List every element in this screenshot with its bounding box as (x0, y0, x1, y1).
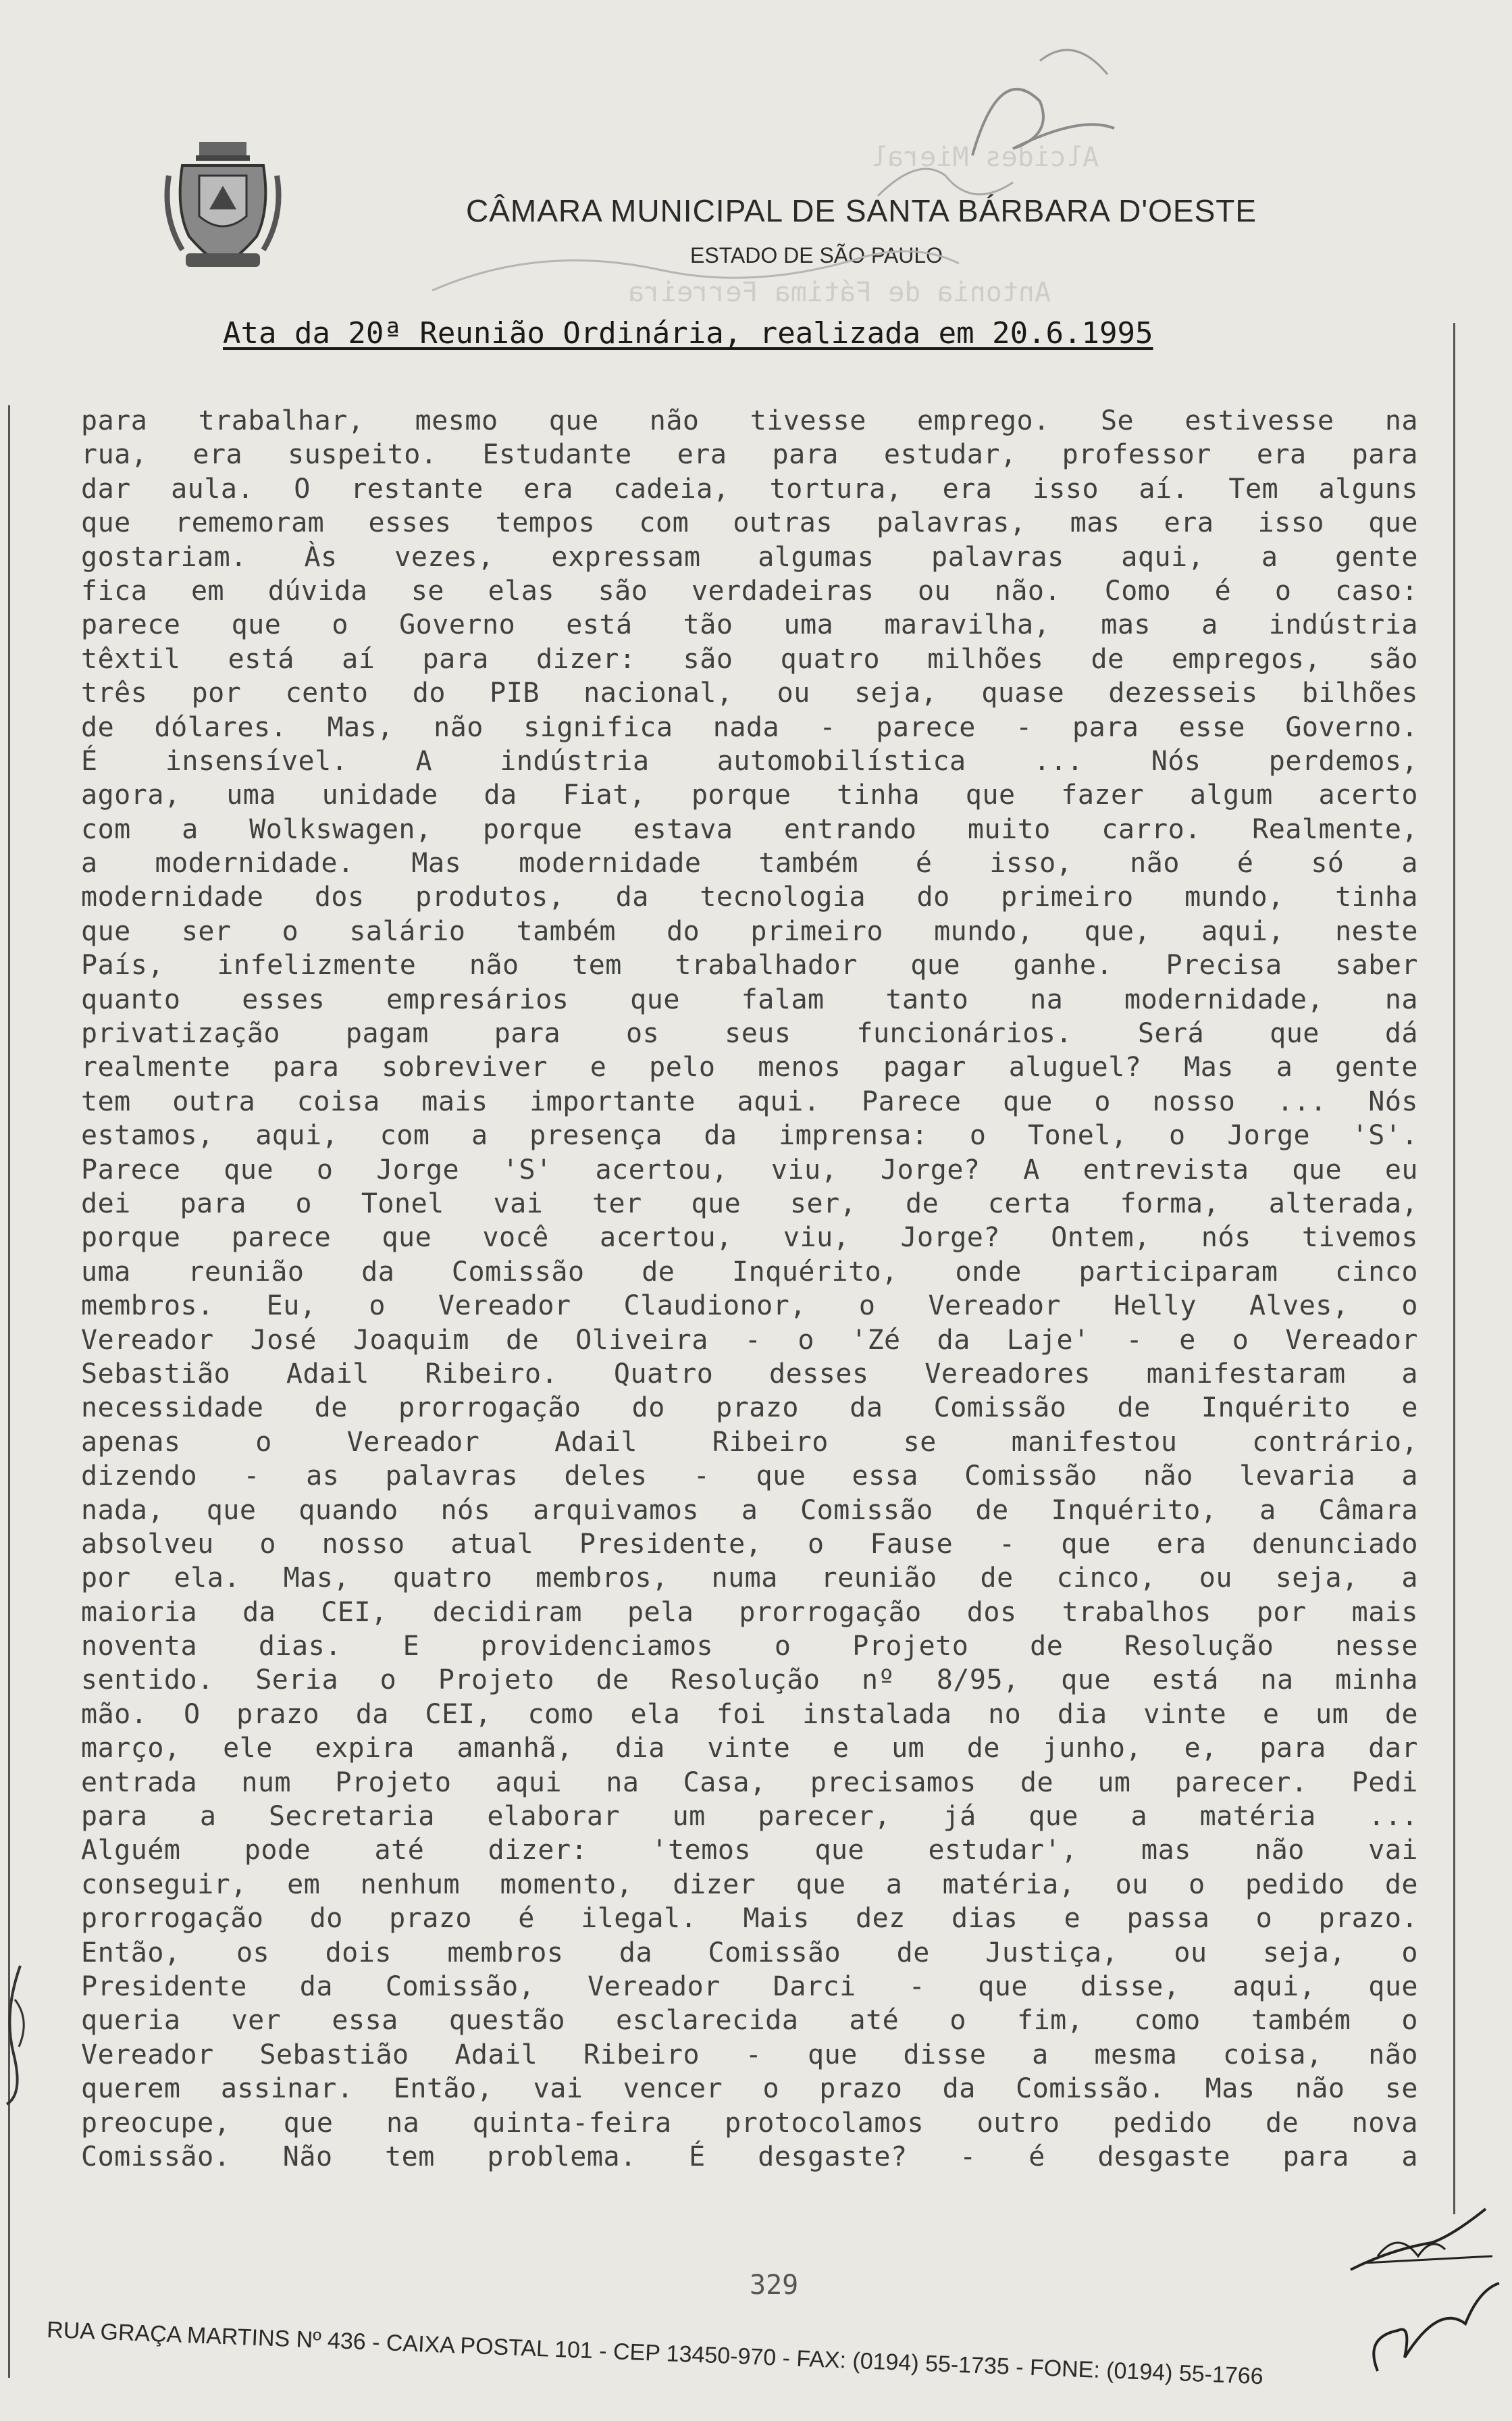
text-line: uma reunião da Comissão de Inquérito, onde participaram cinco (81, 1256, 1418, 1288)
text-line: para a Secretaria elaborar um parecer, já que a matéria ... (81, 1801, 1418, 1833)
text-line: de dólares. Mas, não significa nada - parece - para esse Governo. (81, 711, 1418, 743)
text-line: querem assinar. Então, vai vencer o prazo da Comissão. Mas não se (81, 2073, 1418, 2105)
text-line: porque parece que você acertou, viu, Jorge? Ontem, nós tivemos (81, 1222, 1418, 1254)
right-margin-line (1453, 323, 1455, 2214)
text-line: fica em dúvida se elas são verdadeiras ou não. Como é o caso: (81, 575, 1418, 607)
text-line: a modernidade. Mas modernidade também é isso, não é só a (81, 848, 1418, 880)
text-line: março, ele expira amanhã, dia vinte e um de junho, e, para dar (81, 1733, 1418, 1764)
text-line: dei para o Tonel vai ter que ser, de certa forma, alterada, (81, 1188, 1418, 1219)
text-line: maioria da CEI, decidiram pela prorrogação dos trabalhos por mais (81, 1596, 1418, 1628)
text-line: preocupe, que na quinta-feira protocolamos outro pedido de nova (81, 2107, 1418, 2139)
text-line: É insensível. A indústria automobilística ... Nós perdemos, (81, 745, 1418, 777)
text-line: Alguém pode até dizer: 'temos que estudar', mas não vai (81, 1835, 1418, 1866)
text-line: parece que o Governo está tão uma maravilha, mas a indústria (81, 609, 1418, 641)
coat-of-arms-icon (162, 135, 284, 277)
text-line: sentido. Seria o Projeto de Resolução nº 8/95, que está na minha (81, 1664, 1418, 1696)
text-line: Então, os dois membros da Comissão de Justiça, ou seja, o (81, 1937, 1418, 1968)
signature-top (405, 20, 1148, 311)
text-line: dizendo - as palavras deles - que essa Comissão não levaria a (81, 1460, 1418, 1492)
text-line: que ser o salário também do primeiro mundo, que, aqui, neste (81, 915, 1418, 947)
text-line: rua, era suspeito. Estudante era para estudar, professor era para (81, 439, 1418, 471)
text-line: quanto esses empresários que falam tanto na modernidade, na (81, 984, 1418, 1015)
text-line: com a Wolkswagen, porque estava entrando muito carro. Realmente, (81, 813, 1418, 845)
text-line: dar aula. O restante era cadeia, tortura, era isso aí. Tem alguns (81, 473, 1418, 505)
text-line: nada, que quando nós arquivamos a Comissão de Inquérito, a Câmara (81, 1494, 1418, 1526)
text-line: apenas o Vereador Adail Ribeiro se manifestou contrário, (81, 1426, 1418, 1458)
text-line: Presidente da Comissão, Vereador Darci - que disse, aqui, que (81, 1970, 1418, 2002)
text-line: noventa dias. E providenciamos o Projeto de Resolução nesse (81, 1631, 1418, 1662)
text-line: Vereador José Joaquim de Oliveira - o 'Zé da Laje' - e o Vereador (81, 1324, 1418, 1356)
text-line: conseguir, em nenhum momento, dizer que a matéria, ou o pedido de (81, 1868, 1418, 1900)
text-line: que rememoram esses tempos com outras palavras, mas era isso que (81, 507, 1418, 539)
text-line: três por cento do PIB nacional, ou seja, quase dezesseis bilhões (81, 678, 1418, 709)
organization-name: CÂMARA MUNICIPAL DE SANTA BÁRBARA D'OESTE (466, 193, 1257, 228)
text-line: modernidade dos produtos, da tecnologia do primeiro mundo, tinha (81, 882, 1418, 913)
text-line: realmente para sobreviver e pelo menos pagar aluguel? Mas a gente (81, 1052, 1418, 1084)
text-line: País, infelizmente não tem trabalhador que ganhe. Precisa saber (81, 950, 1418, 982)
text-line: agora, uma unidade da Fiat, porque tinha que fazer algum acerto (81, 780, 1418, 811)
text-line: membros. Eu, o Vereador Claudionor, o Vereador Helly Alves, o (81, 1290, 1418, 1322)
text-line: por ela. Mas, quatro membros, numa reunião de cinco, ou seja, a (81, 1562, 1418, 1594)
text-line: tem outra coisa mais importante aqui. Parece que o nosso ... Nós (81, 1086, 1418, 1117)
text-line: absolveu o nosso atual Presidente, o Fause - que era denunciado (81, 1528, 1418, 1560)
document-title: Ata da 20ª Reunião Ordinária, realizada em 20.6.1995 (223, 316, 1153, 351)
minutes-body (81, 404, 1418, 2174)
state-name: ESTADO DE SÃO PAULO (690, 243, 943, 267)
signature-left-margin (0, 1959, 41, 2108)
text-line: Vereador Sebastião Adail Ribeiro - que disse a mesma coisa, não (81, 2039, 1418, 2070)
bleed-through-name-1: Alcides Mieral (871, 142, 1099, 173)
text-line: necessidade de prorrogação do prazo da Comissão de Inquérito e (81, 1392, 1418, 1424)
text-line: têxtil está aí para dizer: são quatro milhões de empregos, são (81, 643, 1418, 675)
text-line: gostariam. Às vezes, expressam algumas palavras aqui, a gente (81, 541, 1418, 573)
bleed-through-name-2: Antonia de Fátima Ferreira (628, 277, 1051, 308)
text-line: Comissão. Não tem problema. É desgaste? - é desgaste para a (81, 2141, 1418, 2172)
text-line: mão. O prazo da CEI, como ela foi instalada no dia vinte e um de (81, 1698, 1418, 1730)
page-number: 329 (750, 2270, 799, 2301)
text-line: Sebastião Adail Ribeiro. Quatro desses Vereadores manifestaram a (81, 1358, 1418, 1390)
footer-address: RUA GRAÇA MARTINS Nº 436 - CAIXA POSTAL 101 - CEP 13450-970 - FAX: (0194) 55-1735 - FONE: (0194) 55-1766 (46, 2317, 1264, 2390)
text-line: estamos, aqui, com a presença da imprensa: o Tonel, o Jorge 'S'. (81, 1120, 1418, 1152)
text-line: para trabalhar, mesmo que não tivesse emprego. Se estivesse na (81, 405, 1418, 436)
text-line: prorrogação do prazo é ilegal. Mais dez dias e passa o prazo. (81, 1903, 1418, 1935)
text-line: Parece que o Jorge 'S' acertou, viu, Jorge? A entrevista que eu (81, 1154, 1418, 1186)
text-line: privatização pagam para os seus funcionários. Será que dá (81, 1018, 1418, 1050)
text-line: entrada num Projeto aqui na Casa, precisamos de um parecer. Pedi (81, 1766, 1418, 1798)
signature-bottom-right (1337, 2168, 1509, 2391)
text-line: queria ver essa questão esclarecida até o fim, como também o (81, 2005, 1418, 2037)
